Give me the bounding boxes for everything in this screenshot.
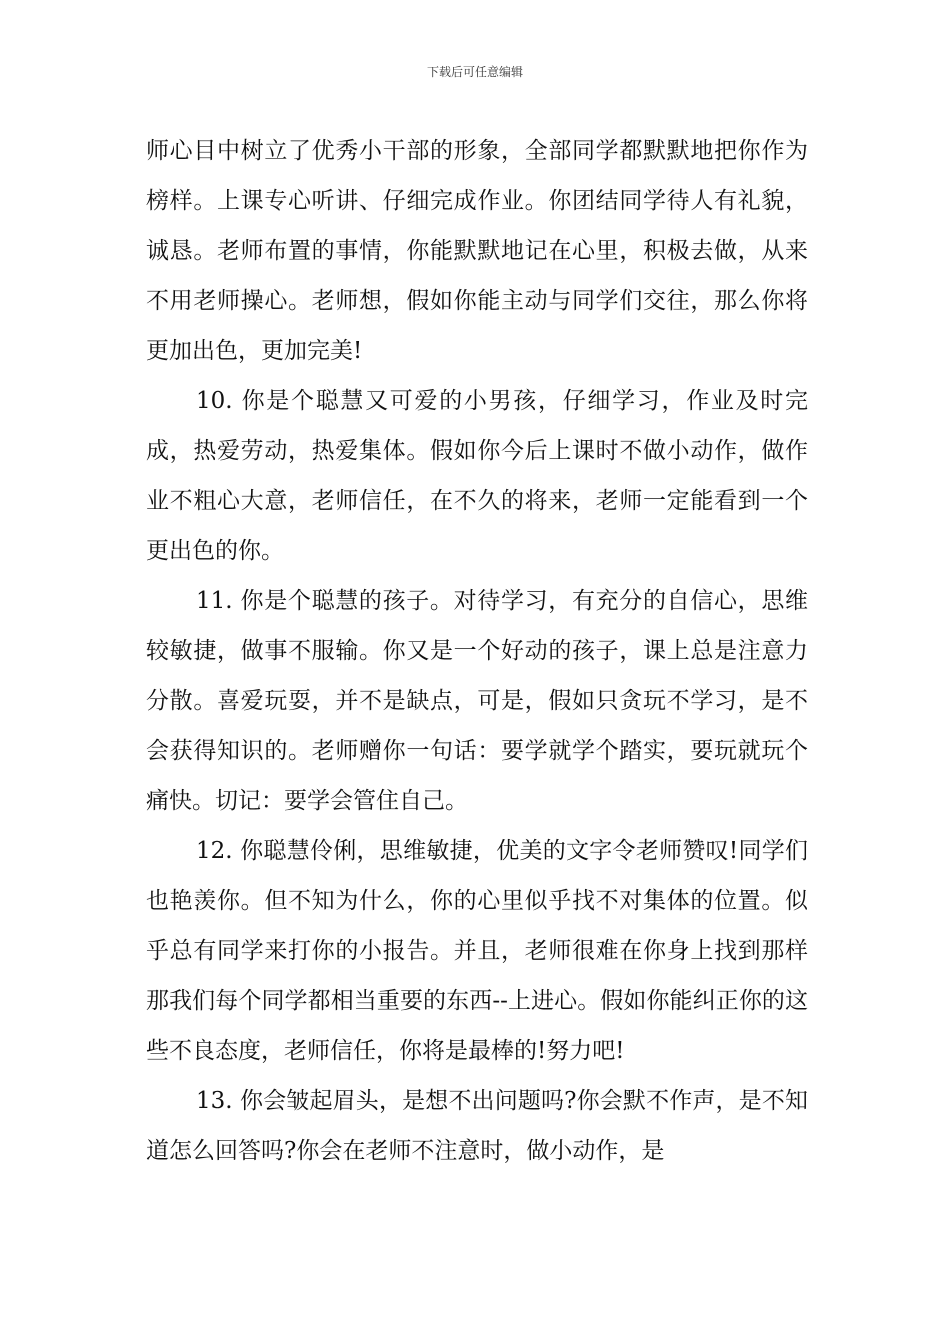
paragraph-item-12: 12. 你聪慧伶俐，思维敏捷，优美的文字令老师赞叹!同学们也艳羡你。但不知为什么，你的心里似乎找不对集体的位置。似乎总有同学来打你的小报告。并且，老师很难在你身上找到那样那我们每个同学都相当重要的东西--上进心。假如你能纠正你的这些不良态度，老师信任，你将是最棒的!努力吧! [146,838,808,1064]
paragraph-item-13: 13. 你会皱起眉头，是想不出问题吗?你会默不作声，是不知道怎么回答吗?你会在老师不注意时，做小动作，是 [146,1088,808,1164]
document-body [146,126,808,1176]
paragraph-item-11: 11. 你是个聪慧的孩子。对待学习，有充分的自信心，思维较敏捷，做事不服输。你又是一个好动的孩子，课上总是注意力分散。喜爱玩耍，并不是缺点，可是，假如只贪玩不学习，是不会获得知识的。老师赠你一句话：要学就学个踏实，要玩就玩个痛快。切记：要学会管住自己。 [146,588,808,814]
paragraph-item-10: 10. 你是个聪慧又可爱的小男孩，仔细学习，作业及时完成，热爱劳动，热爱集体。假如你今后上课时不做小动作，做作业不粗心大意，老师信任，在不久的将来，老师一定能看到一个更出色的你。 [146,388,808,564]
paragraph-continuation: 师心目中树立了优秀小干部的形象，全部同学都默默地把你作为榜样。上课专心听讲、仔细完成作业。你团结同学待人有礼貌，诚恳。老师布置的事情，你能默默地记在心里，积极去做，从来不用老师操心。老师想，假如你能主动与同学们交往，那么你将更加出色，更加完美! [146,138,808,364]
page-header: 下载后可任意编辑 [426,65,523,79]
